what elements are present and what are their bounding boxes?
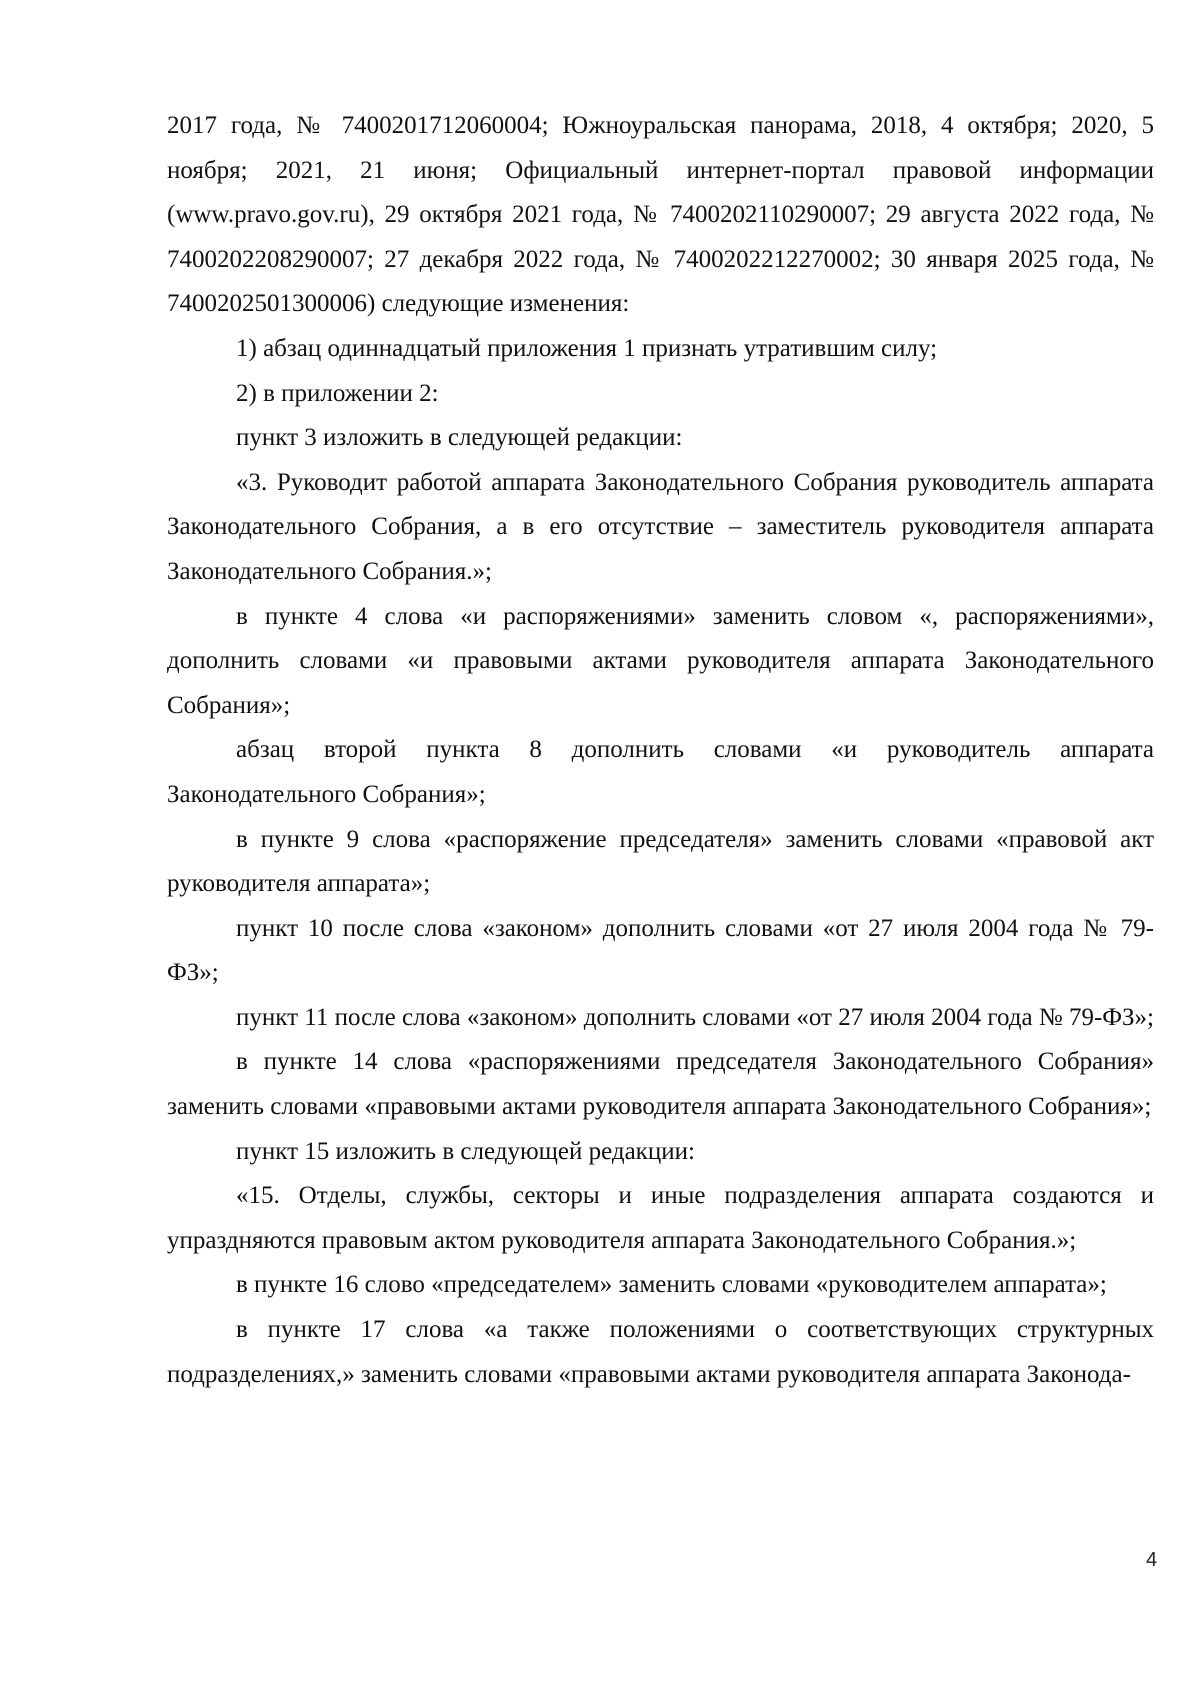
page-number: 4 <box>1146 1549 1158 1571</box>
paragraph-point-11: пункт 11 после слова «законом» дополнить словами «от 27 июля 2004 года № 79-ФЗ»; <box>236 1003 1155 1031</box>
paragraph-item-2: 2) в приложении 2: <box>236 379 439 407</box>
paragraph-point-4: в пункте 4 слова «и распоряжениями» заменить словом «, распоряжениями», дополнить словами «и правовыми актами руководителя аппарата Законодательного Собрания»; <box>167 602 1154 719</box>
paragraph-continuation: 2017 года, № 7400201712060004; Южноуральская панорама, 2018, 4 октября; 2020, 5 ноября; 2021, 21 июня; Официальный интернет-портал правовой информации (www.pravo.gov.ru), 29 октября 2021 года, № 7400202110290007; 29 августа 2022 года, № 7400202208290007; 27 декабря 2022 года, № 7400202212270002; 30 января 2025 года, № 7400202501300006) следующие изменения: <box>167 112 1154 318</box>
document-body <box>167 104 1154 1397</box>
paragraph-point-3-intro: пункт 3 изложить в следующей редакции: <box>236 424 683 452</box>
paragraph-point-10: пункт 10 после слова «законом» дополнить словами «от 27 июля 2004 года № 79-ФЗ»; <box>167 914 1154 987</box>
paragraph-point-3-text: «3. Руководит работой аппарата Законодательного Собрания руководитель аппарата Законодательного Собрания, а в его отсутствие – заместитель руководителя аппарата Законодательного Собрания.»; <box>167 468 1154 585</box>
paragraph-point-14: в пункте 14 слова «распоряжениями председателя Законодательного Собрания» заменить словами «правовыми актами руководителя аппарата Законодательного Собрания»; <box>167 1048 1154 1121</box>
paragraph-point-16: в пункте 16 слово «председателем» заменить словами «руководителем аппарата»; <box>236 1271 1107 1299</box>
paragraph-point-15-intro: пункт 15 изложить в следующей редакции: <box>236 1137 695 1165</box>
paragraph-point-9: в пункте 9 слова «распоряжение председателя» заменить словами «правовой акт руководителя аппарата»; <box>167 825 1154 898</box>
paragraph-point-17: в пункте 17 слова «а также положениями о соответствующих структурных подразделениях,» заменить словами «правовыми актами руководителя аппарата Законода- <box>167 1316 1154 1388</box>
paragraph-item-1: 1) абзац одиннадцатый приложения 1 признать утратившим силу; <box>236 334 938 362</box>
paragraph-point-8: абзац второй пункта 8 дополнить словами «и руководитель аппарата Законодательного Собрания»; <box>167 736 1154 808</box>
paragraph-point-15-text: «15. Отделы, службы, секторы и иные подразделения аппарата создаются и упраздняются правовым актом руководителя аппарата Законодательного Собрания.»; <box>167 1182 1154 1254</box>
